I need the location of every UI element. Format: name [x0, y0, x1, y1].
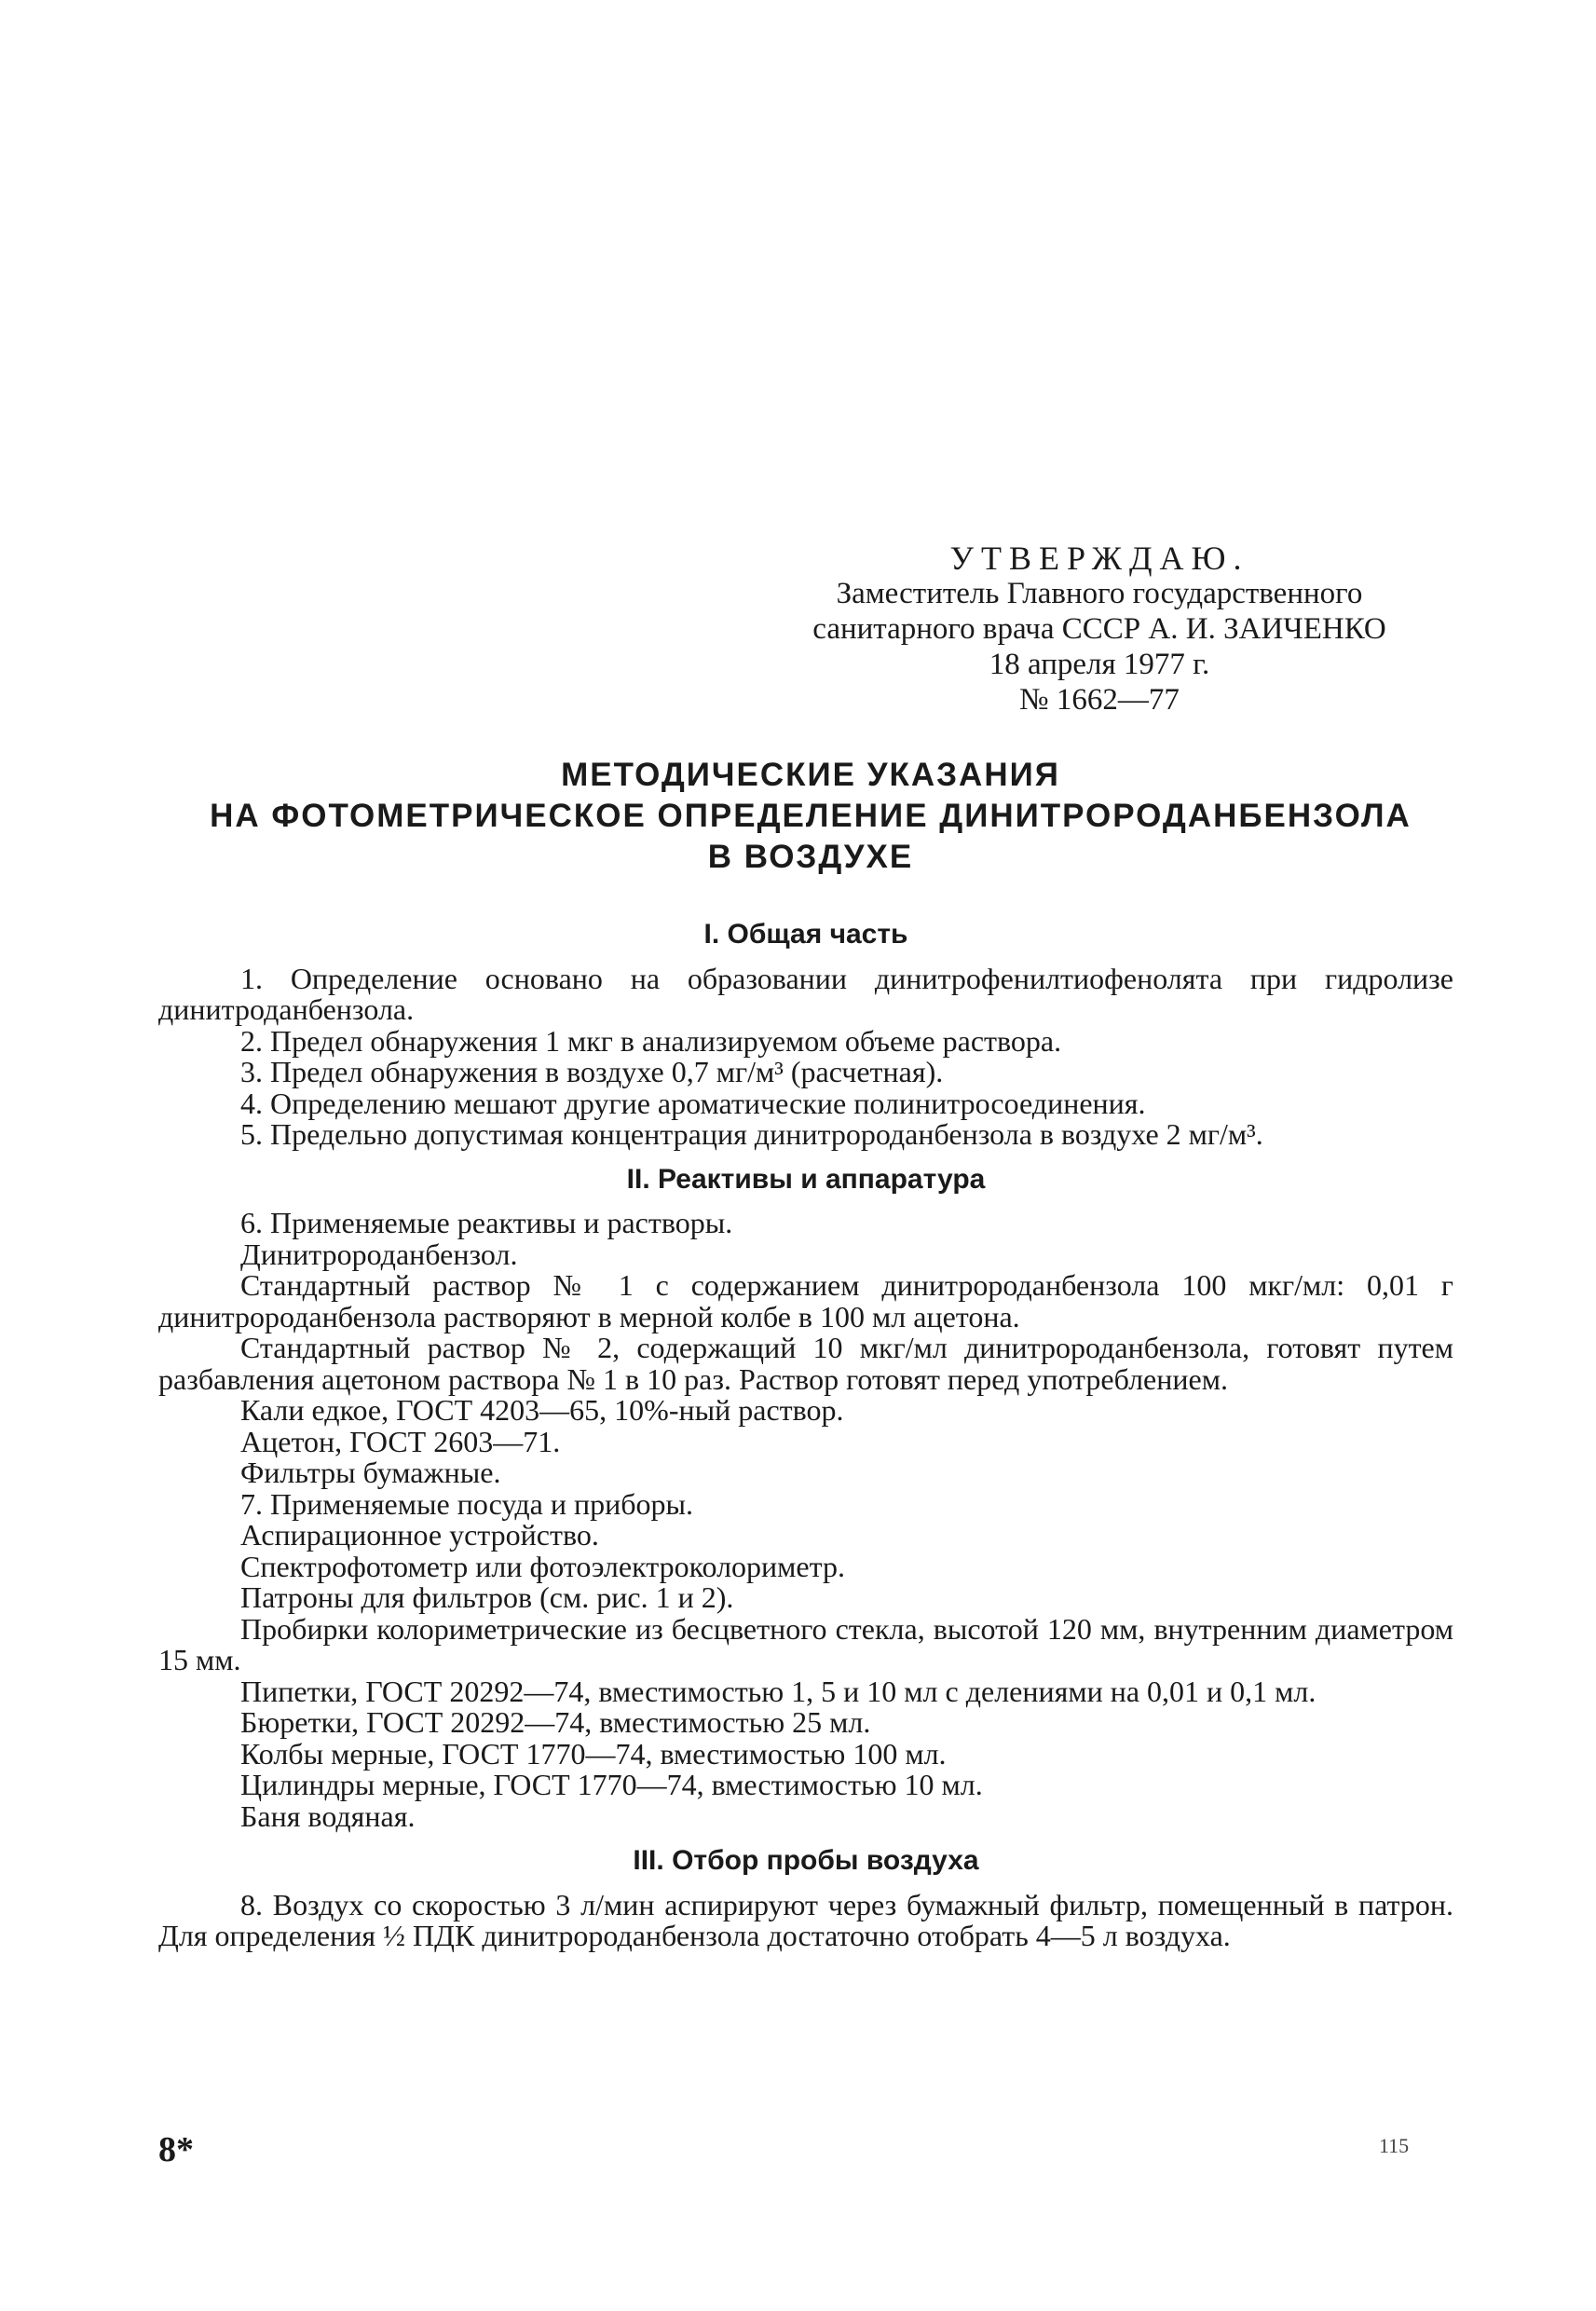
approval-title: УТВЕРЖДАЮ. — [949, 540, 1249, 577]
title-line-3: В ВОЗДУХЕ — [707, 839, 914, 875]
paragraph: 5. Предельно допустимая концентрация динитророданбензола в воздухе 2 мг/м³. — [240, 1117, 1263, 1151]
section-heading-general: I. Общая часть — [703, 919, 908, 950]
document-title — [149, 755, 1472, 878]
page-signature-mark: 8* — [158, 2130, 194, 2169]
list-item: Колбы мерные, ГОСТ 1770—74, вместимостью 100 мл. — [240, 1736, 947, 1771]
list-item: Баня водяная. — [240, 1798, 416, 1833]
title-line-1: МЕТОДИЧЕСКИЕ УКАЗАНИЯ — [561, 757, 1060, 793]
list-item: Бюретки, ГОСТ 20292—74, вместимостью 25 мл. — [240, 1705, 871, 1739]
paragraph: 2. Предел обнаружения 1 мкг в анализируемом объеме раствора. — [240, 1023, 1062, 1058]
paragraph: 4. Определению мешают другие ароматические полинитросоединения. — [240, 1086, 1146, 1120]
section-heading-reagents: II. Реактивы и аппаратура — [626, 1163, 986, 1195]
list-item: Цилиндры мерные, ГОСТ 1770—74, вместимостью 10 мл. — [240, 1768, 983, 1801]
list-item: Спектрофотометр или фотоэлектроколориметр. — [240, 1549, 845, 1583]
list-item: Ацетон, ГОСТ 2603—71. — [240, 1424, 561, 1458]
list-item: Пробирки колориметрические из бесцветного стекла, высотой 120 мм, внутренним диаметром 15 мм. — [158, 1611, 1453, 1676]
list-item: Стандартный раствор № 1 с содержанием динитророданбензола 100 мкг/мл: 0,01 г динитророданбензола растворяют в мерной колбе в 100 мл ацетона. — [158, 1268, 1453, 1333]
document-body — [158, 906, 1453, 1952]
title-line-2: НА ФОТОМЕТРИЧЕСКОЕ ОПРЕДЕЛЕНИЕ ДИНИТРОРОДАНБЕНЗОЛА — [210, 798, 1412, 834]
approval-block — [736, 540, 1463, 718]
paragraph: 1. Определение основано на образовании динитрофенилтиофенолята при гидролизе динитроданбензола. — [158, 961, 1453, 1026]
approval-date: 18 апреля 1977 г. — [989, 648, 1210, 681]
approval-number: № 1662—77 — [1019, 683, 1180, 717]
list-item: Кали едкое, ГОСТ 4203—65, 10%-ный раствор. — [240, 1393, 844, 1427]
paragraph: 8. Воздух со скоростью 3 л/мин аспирируют через бумажный фильтр, помещенный в патрон. Для определения ½ ПДК динитророданбензола достаточно отобрать 4—5 л воздуха. — [158, 1887, 1453, 1952]
list-item: Стандартный раствор № 2, содержащий 10 мкг/мл динитророданбензола, готовят путем разбавления ацетоном раствора № 1 в 10 раз. Раствор готовят перед употреблением. — [158, 1331, 1453, 1396]
approval-position: Заместитель Главного государственного — [836, 577, 1363, 610]
list-item: 6. Применяемые реактивы и растворы. — [240, 1206, 733, 1239]
paragraph: 3. Предел обнаружения в воздухе 0,7 мг/м³ (расчетная). — [240, 1055, 944, 1088]
list-item: Фильтры бумажные. — [240, 1456, 501, 1489]
list-item: Динитророданбензол. — [240, 1237, 518, 1271]
list-item: Патроны для фильтров (см. рис. 1 и 2). — [240, 1580, 734, 1614]
list-item: Пипетки, ГОСТ 20292—74, вместимостью 1, 5 и 10 мл с делениями на 0,01 и 0,1 мл. — [240, 1674, 1316, 1708]
page-number: 115 — [1379, 2134, 1410, 2157]
list-item: Аспирационное устройство. — [240, 1518, 599, 1552]
approval-name: санитарного врача СССР А. И. ЗАИЧЕНКО — [812, 612, 1386, 646]
section-heading-sampling: III. Отбор пробы воздуха — [633, 1845, 979, 1876]
list-item: 7. Применяемые посуда и приборы. — [240, 1486, 694, 1521]
